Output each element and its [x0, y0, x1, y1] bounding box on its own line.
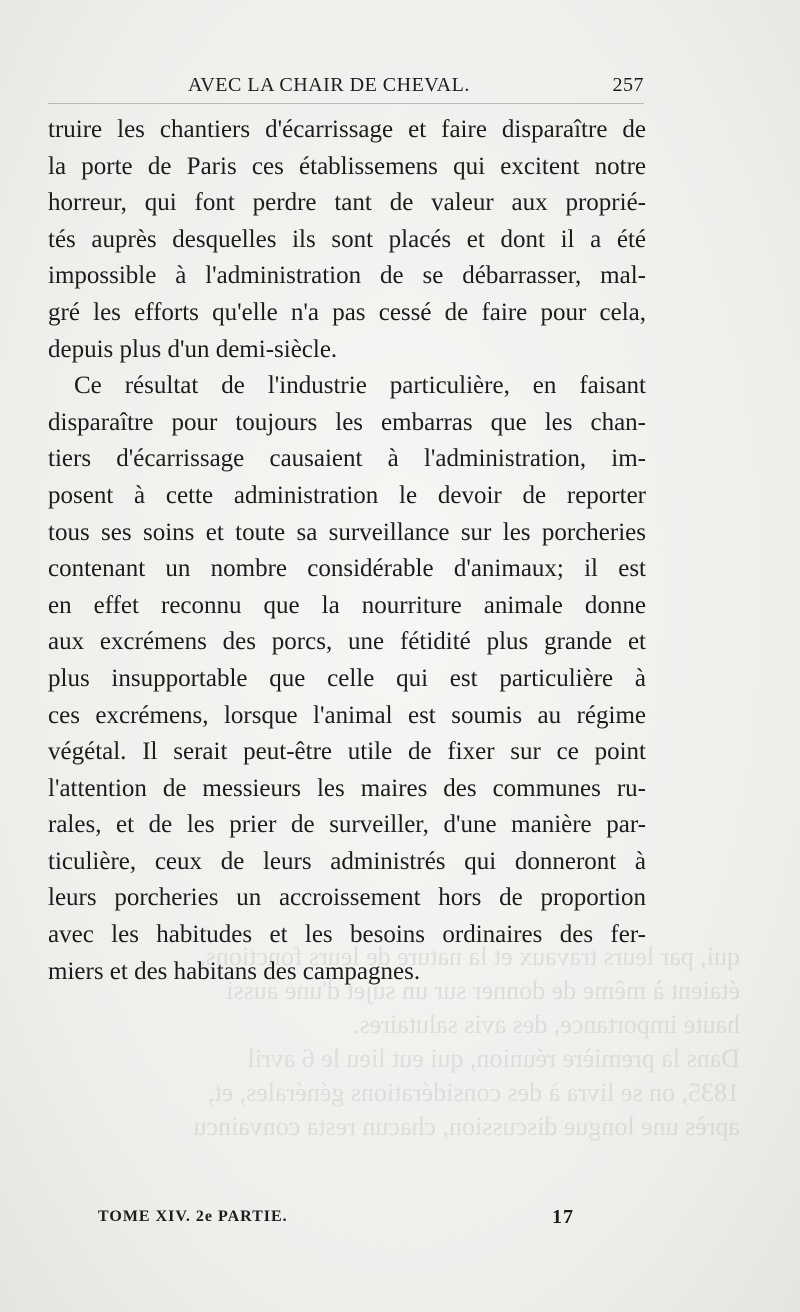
- paragraph-start-line: Ce résultat de l'industrie particulière, en faisant: [74, 372, 646, 400]
- text-line: ces excrémens, lorsque l'animal est soumis au régime: [48, 701, 646, 729]
- text-line: ticulière, ceux de leurs administrés qui donneront à: [48, 847, 646, 875]
- text-line: en effet reconnu que la nourriture animale donne: [48, 591, 646, 619]
- text-line: la porte de Paris ces établissemens qui excitent notre: [48, 152, 646, 180]
- signature-mark: TOME XIV. 2e PARTIE.: [98, 1208, 288, 1225]
- text-line: impossible à l'administration de se débarrasser, mal-: [48, 262, 646, 290]
- text-line: disparaître pour toujours les embarras que les chan-: [48, 408, 646, 436]
- text-line: aux excrémens des porcs, une fétidité plus grande et: [48, 628, 646, 656]
- text-line: contenant un nombre considérable d'animaux; il est: [48, 555, 646, 583]
- text-line: avec les habitudes et les besoins ordinaires des fer-: [48, 921, 646, 949]
- text-line: l'attention de messieurs les maires des communes ru-: [48, 774, 646, 802]
- page-number: 257: [612, 74, 644, 96]
- text-line: rales, et de les prier de surveiller, d'une manière par-: [48, 811, 646, 839]
- text-line: plus insupportable que celle qui est particulière à: [48, 664, 646, 692]
- running-head: [48, 74, 644, 102]
- bleed-through: qui, par leurs travaux et la nature de leurs fonctions, étaient à même de donner sur un sujet d'une aussi haute importance, des avis salutaires. Dans la première réunion, qui eut lieu le 6 avril 1835, on se livra à des considérations générales, et, après une longue discussion, chacun resta convaincu: [193, 942, 740, 1141]
- text-line: posent à cette administration le devoir de reporter: [48, 481, 646, 509]
- text-line: horreur, qui font perdre tant de valeur aux proprié-: [48, 189, 646, 217]
- text-line: tous ses soins et toute sa surveillance sur les porcheries: [48, 518, 646, 546]
- text-line: leurs porcheries un accroissement hors de proportion: [48, 884, 646, 912]
- header-rule: [48, 103, 644, 104]
- page-footer: [98, 1206, 574, 1232]
- text-line: végétal. Il serait peut-être utile de fixer sur ce point: [48, 738, 646, 766]
- text-line: tiers d'écarrissage causaient à l'administration, im-: [48, 445, 646, 473]
- text-line: tés auprès desquelles ils sont placés et dont il a été: [48, 225, 646, 253]
- text-line: gré les efforts qu'elle n'a pas cessé de faire pour cela,: [48, 298, 646, 326]
- text-line: truire les chantiers d'écarrissage et faire disparaître de: [48, 116, 646, 143]
- text-line: depuis plus d'un demi-siècle.: [48, 335, 338, 363]
- body-text: [48, 112, 646, 990]
- running-title: AVEC LA CHAIR DE CHEVAL.: [188, 74, 470, 96]
- sheet-number: 17: [552, 1206, 574, 1228]
- text-line: miers et des habitans des campagnes.: [48, 957, 421, 985]
